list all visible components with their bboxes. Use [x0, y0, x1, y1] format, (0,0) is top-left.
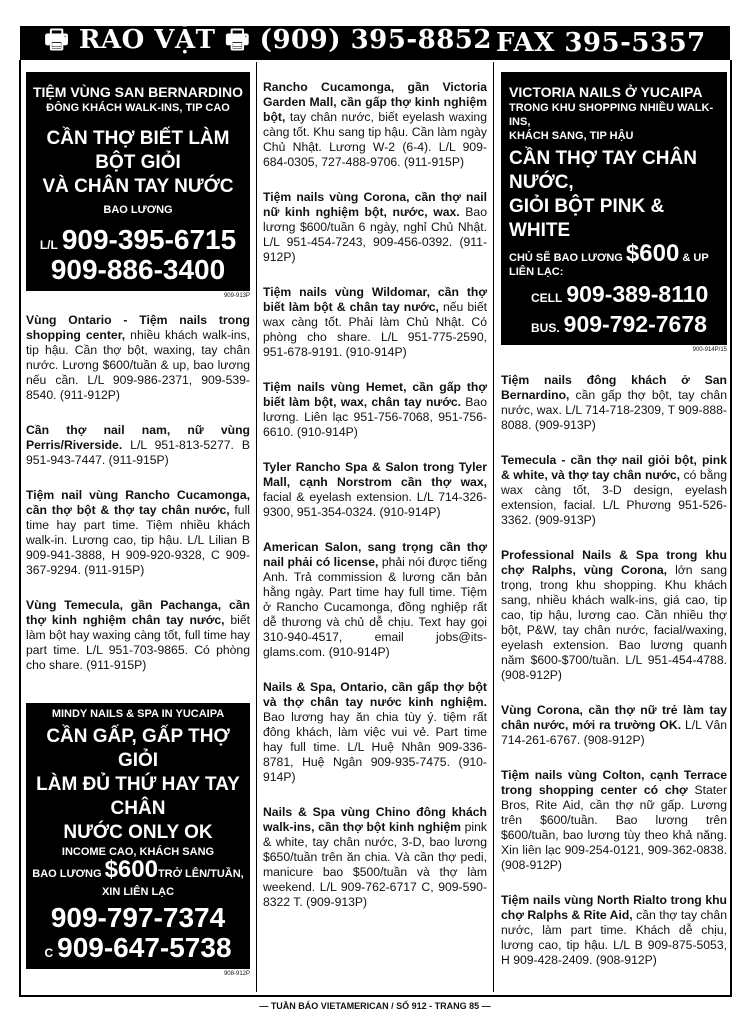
phone-number: 909-886-3400	[50, 254, 226, 285]
ad-headline: CẦN GẤP, GẤP THỢ GIỎI	[46, 726, 230, 771]
ad-heading: VICTORIA NAILS Ở YUCAIPA	[509, 84, 703, 100]
classified-ad	[263, 380, 487, 440]
ad-body: có bằng wax càng tốt, 3-D design, eyelash extension, facial. L/L Phương 951-526-3362. (909-913P)	[501, 468, 727, 527]
ad-headline: GIỎI BỘT PINK & WHITE	[509, 196, 665, 241]
ad-heading: MINDY NAILS & SPA IN YUCAIPA	[51, 708, 225, 720]
classified-ad	[263, 460, 487, 520]
phone-number: 909-792-7678	[563, 311, 707, 337]
ad-body: biết làm bột hay waxing càng tốt, full time hay part time. L/L 951-703-9865. Có phòng cho share. (911-915P)	[26, 613, 250, 672]
ad-note: XIN LIÊN LẠC	[101, 886, 175, 898]
ad-headline: Cần thợ nail nam, nữ vùng Perris/Riverside.	[26, 423, 250, 452]
classified-ad	[263, 285, 487, 360]
ad-body: pink & white, tay chân nước, 3-D, bao lương $650/tuần trên ăn chia. Và cần thợ pedi, manicure bao $500/tuần và thợ làm weekend. L/L 909-762-6717 C, 909-590-8322 T. (909-913P)	[263, 820, 487, 909]
ad-subheading: ĐÔNG KHÁCH WALK-INS, TIP CAO	[46, 102, 230, 114]
ad-note: TRỞ LÊN/TUẦN,	[157, 868, 244, 880]
classified-ad	[263, 190, 487, 265]
phone-prefix: CELL	[531, 291, 563, 305]
classified-ad	[501, 768, 727, 873]
ad-body: Bao lương hay ăn chia tùy ý. tiệm rất đông khách, làm việc vui vẻ. Part time hay full time. L/L Huệ Nhân 909-336-8781, Huệ Ngân 909-935-7475. (910-914P)	[263, 710, 487, 784]
ad-body: L/L Vân 714-261-6767. (908-912P)	[501, 718, 728, 747]
ad-body: lớn sang trọng, trong khu shopping. Khu khách sang, nhiều khách walk-ins, giá cao, tip cao, tip hậu, lương cao. Cần nhiều thợ bột, P&W, tay chân nước, facial/waxing, eyelash extension. Bao lương quanh năm $600-$700/tuần. L/L 951-454-4788. (908-912P)	[501, 563, 727, 682]
ad-headline: VÀ CHÂN TAY NƯỚC	[42, 176, 234, 197]
classified-ad	[26, 598, 250, 673]
column-2	[263, 80, 487, 930]
classified-ad	[501, 703, 727, 748]
phone-prefix: C	[44, 946, 54, 960]
ad-headline: Professional Nails & Spa trong khu chợ Ralphs, vùng Corona,	[501, 548, 727, 577]
ad-code: 908-912P	[223, 971, 250, 977]
header-fax: FAX 395-5357	[496, 28, 706, 58]
ad-headline: Rancho Cucamonga, gần Victoria Garden Mall, cần gấp thợ kinh nghiệm bột,	[263, 80, 487, 124]
ad-note: BAO LƯƠNG	[32, 868, 102, 880]
column-1	[26, 72, 250, 991]
classified-ad	[501, 453, 727, 528]
ad-headline: Temecula - cần thợ nail giỏi bột, pink & white, và thợ tay chân nước,	[501, 453, 727, 482]
phone-number: 909-797-7374	[50, 902, 226, 933]
ad-headline: Tiệm nail vùng Rancho Cucamonga, cần thợ bột & thợ tay chân nước,	[26, 488, 250, 517]
ad-headline: Nails & Spa vùng Chino đông khách walk-ins, cần thợ bột kinh nghiệm	[263, 805, 487, 834]
ad-headline: Tiệm nails vùng Wildomar, cần thợ biết làm bột & chân tay nước,	[263, 285, 487, 314]
classified-ad	[26, 313, 250, 403]
ad-body: L/L 951-813-5277. B 951-943-7447. (911-915P)	[26, 438, 250, 467]
ad-note: LIÊN LẠC:	[509, 266, 564, 278]
classified-ad	[501, 373, 727, 433]
ad-note: BAO LƯƠNG	[103, 204, 173, 216]
display-ad-victoria-nails	[501, 72, 727, 345]
ad-heading: TIỆM VÙNG SAN BERNARDINO	[32, 84, 243, 100]
phone-number: 909-395-6715	[61, 224, 237, 255]
ad-body: facial & eyelash extension. L/L 714-326-9300, 951-354-0324. (910-914P)	[263, 490, 487, 519]
ad-note: INCOME CAO, KHÁCH SANG	[61, 846, 215, 858]
ad-headline: CẦN THỢ TAY CHÂN NƯỚC,	[509, 148, 697, 193]
ad-code: 909-913P	[223, 293, 250, 299]
ad-body: nếu biết wax càng tốt. Phải làm Chủ Nhật. Có phòng cho share. L/L 951-775-2590, 951-678-9191. (910-914P)	[263, 300, 487, 359]
ad-note: CHỦ SẼ BAO LƯƠNG	[509, 252, 623, 264]
ad-headline: Tiệm nails vùng North Rialto trong khu chợ Ralphs & Rite Aid,	[501, 893, 727, 922]
page-footer: — TUẦN BÁO VIETAMERICAN / SỐ 912 - TRANG 85 —	[259, 1001, 491, 1011]
classified-ad	[263, 805, 487, 910]
ad-subheading: KHÁCH SANG, TIP HẬU	[509, 130, 634, 142]
classified-ad	[501, 548, 727, 683]
ad-body: tay chân nước, biết eyelash waxing càng tốt. Khu sang tip hậu. Cần làm ngày Chủ Nhật. Lương W-2 (6-4). L/L 909-684-0305, 727-488-9706. (911-915P)	[263, 110, 487, 169]
phone-number: 909-647-5738	[57, 932, 232, 963]
ad-body: cần thợ tay chân nước, làm part time. Khách dễ chịu, lương cao, tip hậu. L/L B 909-875-5053, H 909-428-2409. (908-912P)	[501, 908, 727, 967]
ad-headline: Vùng Ontario - Tiệm nails trong shopping center,	[26, 313, 250, 342]
ad-body: cần gấp thợ bột, tay chân nước, wax. L/L 714-718-2309, T 909-888-8088. (909-913P)	[501, 388, 727, 432]
classified-ad	[501, 893, 727, 968]
ad-headline: Tiệm nails vùng Colton, cạnh Terrace trong shopping center có chợ	[501, 768, 727, 797]
page-header	[20, 26, 730, 60]
classified-ad	[263, 80, 487, 170]
classified-ad	[263, 540, 487, 660]
ad-body: full time hay part time. Tiệm nhiều khách walk-in. Lương cao, tip hậu. L/L Lilian B 909-941-3888, H 909-920-9328, C 909-367-9294. (911-915P)	[26, 503, 250, 577]
ad-headline: NƯỚC ONLY OK	[63, 822, 213, 843]
ad-headline: LÀM ĐỦ THỨ HAY TAY CHÂN	[36, 774, 240, 819]
column-3	[501, 72, 727, 988]
ad-salary: $600	[625, 240, 680, 267]
classified-ad	[263, 680, 487, 785]
ad-code: 900-914P/15	[692, 347, 727, 353]
phone-prefix: L/L	[39, 238, 58, 252]
ad-headline: American Salon, sang trọng cần thợ nail phải có license,	[263, 540, 487, 569]
ad-body: Bao lương $600/tuần 6 ngày, nghỉ Chủ Nhật. L/L 951-454-7243, 909-456-0392. (911-912P)	[263, 205, 487, 264]
ad-body: phải nói được tiếng Anh. Trả commission & lương căn bản hằng ngày. Part time hay full time. Tiệm ở Rancho Cucamonga, đồng nghiệp rất dễ thương và chủ dễ chịu. Text hay gọi 310-940-4517, email jobs@its-glams.com. (910-914P)	[263, 555, 487, 659]
column-divider	[256, 62, 257, 992]
classified-ad	[26, 423, 250, 468]
ad-note: & UP	[682, 252, 709, 264]
ad-headline: CẦN THỢ BIẾT LÀM BỘT GIỎI	[46, 128, 230, 173]
ad-headline: Vùng Temecula, gần Pachanga, cần thợ kinh nghiệm chân tay nước,	[26, 598, 250, 627]
ad-body: Stater Bros, Rite Aid, cần thợ nữ gấp. Lương trên $600/tuần. Bao lương trên $600/tuần, bao lương tùy theo khả năng. Xin liên lạc 909-254-0121, 909-362-0838. (908-912P)	[501, 783, 727, 872]
ad-headline: Nails & Spa, Ontario, cần gấp thợ bột và thợ chân tay nước kinh nghiệm.	[263, 680, 487, 709]
ad-body: nhiều khách walk-ins, tip hậu. Cần thợ bột, waxing, tay chân nước. Lương $600/tuần & up, bao lương nếu cần. L/L 909-986-2371, 909-539-8540. (911-912P)	[26, 328, 250, 402]
ad-body: Bao lương. Liên lạc 951-756-7068, 951-756-6610. (910-914P)	[263, 395, 487, 439]
ad-headline: Vùng Corona, cần thợ nữ trẻ làm tay chân nước, mới ra trường OK.	[501, 703, 727, 732]
phone-prefix: BUS.	[531, 321, 560, 335]
header-title: 🖶 RAO VẶT 🖶 (909) 395-8852	[44, 25, 492, 55]
display-ad-mindy-nails	[26, 703, 250, 969]
ad-salary: $600	[104, 856, 158, 883]
ad-headline: Tyler Rancho Spa & Salon trong Tyler Mall, cạnh Norstrom cần thợ wax,	[263, 460, 487, 489]
ad-headline: Tiệm nails đông khách ở San Bernardino,	[501, 373, 727, 402]
phone-number: 909-389-8110	[566, 281, 709, 307]
ad-headline: Tiệm nails vùng Corona, cần thợ nail nữ kinh nghiệm bột, nước, wax.	[263, 190, 487, 219]
ad-headline: Tiệm nails vùng Hemet, cần gấp thợ biết làm bột, wax, chân tay nước.	[263, 380, 487, 409]
column-divider	[493, 62, 494, 992]
classified-ad	[26, 488, 250, 578]
ad-subheading: TRONG KHU SHOPPING NHIỀU WALK-INS,	[509, 102, 714, 128]
display-ad-san-bernardino	[26, 72, 250, 291]
